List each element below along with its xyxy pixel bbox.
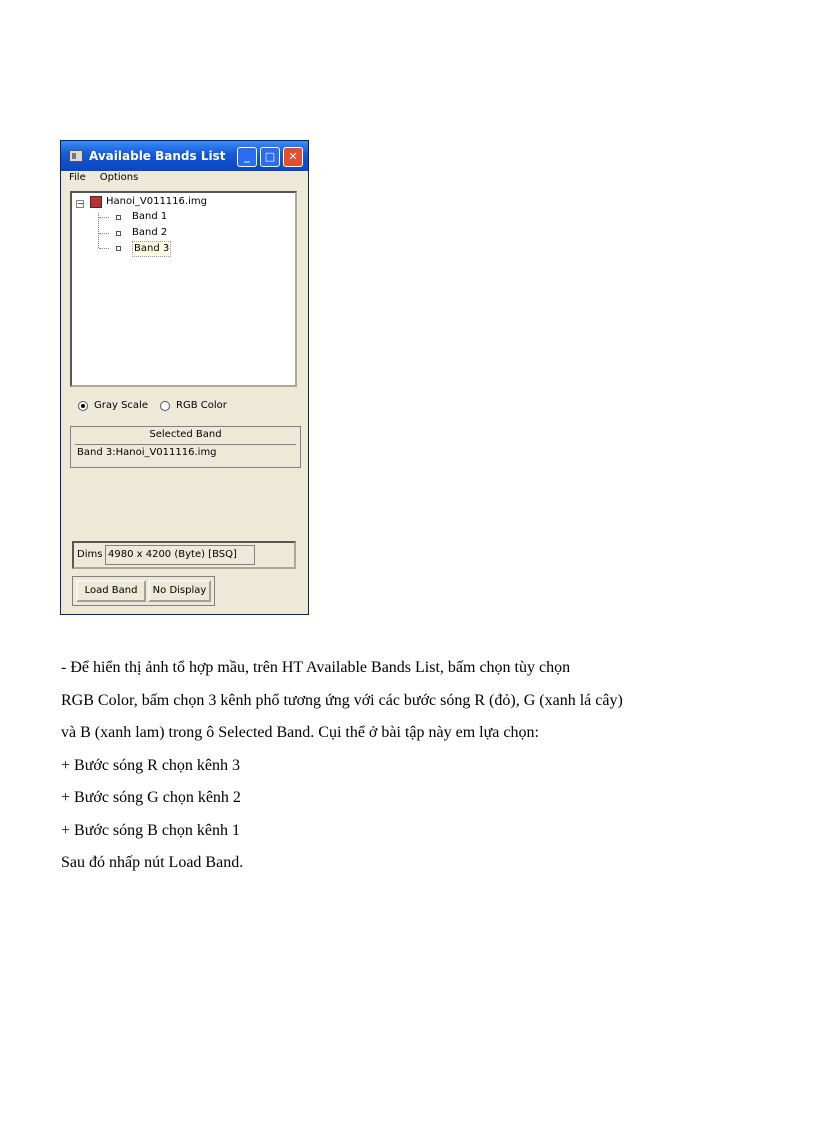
paragraph-line: + Bước sóng R chọn kênh 3 — [61, 756, 241, 774]
collapse-icon[interactable]: − — [77, 199, 84, 208]
paragraph-line: và B (xanh lam) trong ô Selected Band. Cụi thể ở bài tập này em lựa chọn: — [61, 724, 539, 741]
selected-band-box — [70, 426, 301, 468]
load-band-button[interactable]: Load Band — [76, 580, 146, 602]
divider — [75, 444, 296, 445]
rgb-color-radio[interactable] — [160, 401, 170, 411]
close-icon[interactable]: ✕ — [283, 147, 303, 167]
dims-box — [72, 541, 296, 569]
selected-band-title: Selected Band — [149, 429, 222, 440]
no-display-button[interactable]: No Display — [148, 580, 211, 602]
instruction-text — [61, 652, 776, 880]
band-tree[interactable] — [70, 191, 297, 387]
paragraph-line: + Bước sóng B chọn kênh 1 — [61, 821, 241, 839]
menu-options[interactable]: Options — [99, 172, 139, 183]
app-icon — [69, 150, 83, 162]
tree-connector — [98, 213, 99, 248]
window-title: Available Bands List — [89, 149, 226, 163]
dims-value: 4980 x 4200 (Byte) [BSQ] — [105, 545, 255, 565]
tree-connector — [99, 248, 109, 249]
gray-scale-radio[interactable] — [78, 401, 88, 411]
menu-bar — [67, 172, 140, 187]
paragraph-line: - Để hiển thị ảnh tổ hợp mầu, trên HT Available Bands List, bấm chọn tùy chọn — [61, 659, 571, 676]
band-icon — [116, 231, 121, 236]
selected-band-value: Band 3:Hanoi_V011116.img — [77, 447, 217, 458]
display-mode-group — [78, 400, 239, 411]
menu-file[interactable]: File — [69, 172, 86, 183]
band-icon — [116, 215, 121, 220]
tree-band-3[interactable]: Band 3 — [132, 241, 171, 257]
band-icon — [116, 246, 121, 251]
available-bands-window — [60, 140, 309, 615]
paragraph-line: Sau đó nhấp nút Load Band. — [61, 854, 244, 871]
dims-label: Dims — [77, 549, 103, 560]
window-titlebar — [61, 141, 308, 171]
rgb-color-label[interactable]: RGB Color — [176, 400, 227, 411]
button-row — [72, 576, 215, 606]
paragraph-line: + Bước sóng G chọn kênh 2 — [61, 789, 241, 806]
tree-band-2[interactable]: Band 2 — [132, 227, 168, 238]
paragraph-line: RGB Color, bấm chọn 3 kênh phổ tương ứng với các bước sóng R (đỏ), G (xanh lá cây) — [61, 691, 623, 709]
tree-connector — [99, 233, 109, 234]
file-icon — [90, 196, 102, 208]
tree-file-item[interactable]: Hanoi_V011116.img — [106, 196, 207, 207]
gray-scale-label[interactable]: Gray Scale — [94, 400, 148, 411]
minimize-icon[interactable]: _ — [237, 147, 257, 167]
tree-band-1[interactable]: Band 1 — [132, 211, 168, 222]
tree-connector — [99, 217, 109, 218]
maximize-icon[interactable]: □ — [260, 147, 280, 167]
